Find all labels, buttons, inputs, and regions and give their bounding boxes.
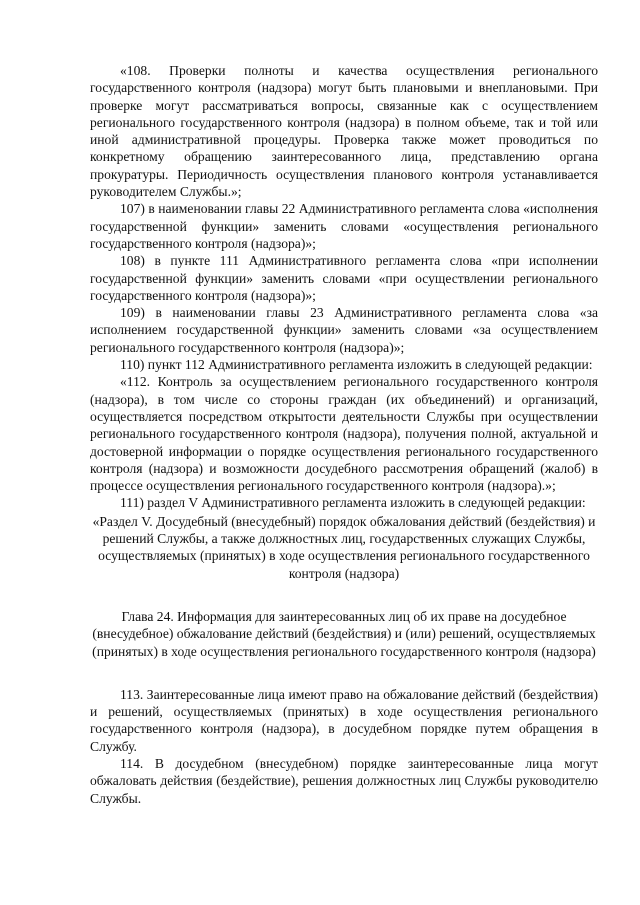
- paragraph-112-quote: «112. Контроль за осуществлением регионального государственного контроля (надзора), в том числе со стороны граждан (их объединений) и организаций, осуществляется посредством открытости деятельности Службы при осуществлении регионального государственного контроля (надзора), получения полной, актуальной и достоверной информации о порядке осуществления регионального государственного контроля (надзора) и возможности досудебного рассмотрения обращений (жалоб) в процессе осуществления регионального государственного контроля (надзора).»;: [90, 374, 598, 494]
- paragraph-114: 114. В досудебном (внесудебном) порядке заинтересованные лица могут обжаловать действия (бездействие), решения должностных лиц Службы руководителю Службы.: [90, 755, 598, 806]
- paragraph-108: 108) в пункте 111 Административного регламента слова «при исполнении государственной функции» заменить словами «при осуществлении регионального государственного контроля (надзора)»;: [90, 253, 598, 303]
- paragraph-110: 110) пункт 112 Административного регламента изложить в следующей редакции:: [120, 357, 593, 373]
- section-title: «Раздел V. Досудебный (внесудебный) порядок обжалования действий (бездействия) и решений Службы, а также должностных лиц, государственных служащих Службы, осуществляемых (принятых) в ходе осуществления регионального государственного контроля (надзора): [92, 513, 596, 581]
- paragraph-113: 113. Заинтересованные лица имеют право на обжалование действий (бездействия) и решений, осуществляемых (принятых) в ходе осуществления регионального государственного контроля (надзора), в досудебном порядке путем обращения в Службу.: [90, 686, 598, 754]
- paragraph-108-quote: «108. Проверки полноты и качества осуществления регионального государственного контроля (надзора) могут быть плановыми и внеплановыми. При проверке могут рассматриваться вопросы, связанные как с осуществлением регионального государственного контроля (надзора) в полном объеме, так и той или иной административной процедуры. Проверка также может проводиться по конкретному обращению заинтересованного лица, представлению органа прокуратуры. Периодичность осуществления планового контроля устанавливается руководителем Службы.»;: [90, 63, 598, 200]
- paragraph-107: 107) в наименовании главы 22 Административного регламента слова «исполнения государственной функции» заменить словами «осуществления регионального государственного контроля (надзора)»;: [90, 201, 598, 251]
- paragraph-111: 111) раздел V Административного регламента изложить в следующей редакции:: [120, 495, 586, 511]
- chapter-title: Глава 24. Информация для заинтересованных лиц об их праве на досудебное (внесудебное) обжалование действий (бездействия) и (или) решений, осуществляемых (принятых) в ходе осуществления регионального государственного контроля (надзора): [92, 608, 596, 659]
- document-body: [90, 62, 598, 807]
- paragraph-109: 109) в наименовании главы 23 Административного регламента слова «за исполнением государственной функции» заменить словами «за осуществлением регионального государственного контроля (надзора)»;: [90, 305, 598, 355]
